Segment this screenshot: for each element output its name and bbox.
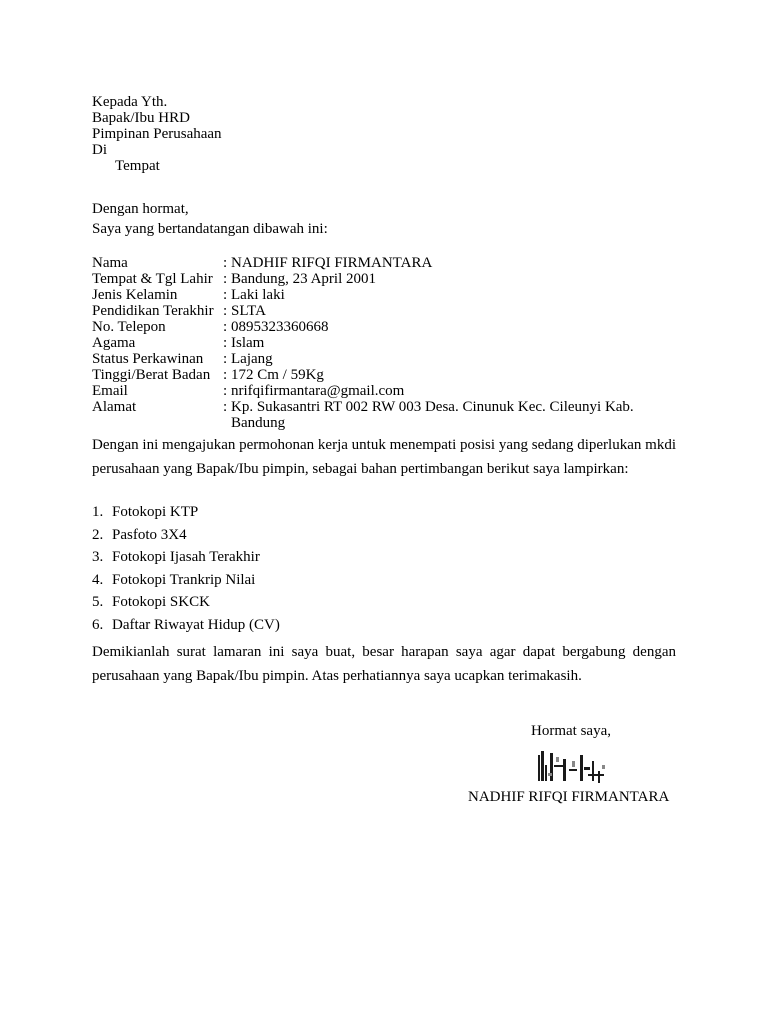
list-item: [92, 569, 280, 592]
identity-separator: :: [223, 367, 228, 383]
identity-value: NADHIF RIFQI FIRMANTARA: [231, 255, 433, 271]
identity-label: Pendidikan Terakhir: [92, 303, 214, 319]
list-text: Fotokopi Ijasah Terakhir: [112, 549, 260, 565]
identity-label: Alamat: [92, 399, 137, 415]
identity-label: Nama: [92, 255, 128, 271]
signature-image: [536, 747, 612, 785]
identity-row: [92, 303, 682, 319]
list-item: [92, 546, 280, 569]
attachment-list: [92, 501, 280, 636]
closing-text: Hormat saya,: [531, 723, 611, 739]
identity-value: Laki laki: [231, 287, 285, 303]
list-number: 4.: [92, 571, 104, 588]
identity-value: Lajang: [231, 351, 273, 367]
list-number: 1.: [92, 504, 104, 520]
identity-value: Kp. Sukasantri RT 002 RW 003 Desa. Cinunuk Kec. Cileunyi Kab. Bandung: [231, 399, 634, 431]
body-paragraph: Dengan ini mengajukan permohonan kerja untuk menempati posisi yang sedang diperlukan mkdi perusahaan yang Bapak/Ibu pimpin, sebagai bahan pertimbangan berikut saya lampirkan:: [92, 437, 676, 477]
identity-row: [92, 399, 682, 431]
identity-value: SLTA: [231, 303, 266, 319]
list-text: Daftar Riwayat Hidup (CV): [112, 616, 280, 633]
addressee-block: [92, 94, 222, 174]
identity-label: No. Telepon: [92, 319, 166, 335]
identity-row: [92, 319, 682, 335]
identity-table: [92, 255, 682, 431]
identity-label: Status Perkawinan: [92, 351, 204, 367]
identity-separator: :: [223, 255, 228, 271]
list-text: Fotokopi SKCK: [112, 594, 210, 610]
list-text: Pasfoto 3X4: [112, 526, 187, 543]
list-text: Fotokopi KTP: [112, 504, 199, 520]
identity-label: Jenis Kelamin: [92, 287, 178, 303]
identity-separator: :: [223, 287, 228, 303]
salutation-block: [92, 201, 328, 241]
identity-separator: :: [223, 271, 228, 287]
identity-value: 172 Cm / 59Kg: [231, 367, 324, 383]
addressee-line: Kepada Yth.: [92, 94, 168, 110]
addressee-line: Pimpinan Perusahaan: [92, 126, 222, 142]
list-item: [92, 524, 280, 547]
identity-row: [92, 287, 682, 303]
identity-value: 0895323360668: [231, 319, 329, 335]
identity-row: [92, 271, 682, 287]
identity-label: Email: [92, 383, 128, 399]
list-item: [92, 591, 280, 614]
identity-separator: :: [223, 399, 228, 415]
addressee-line: Di: [92, 142, 107, 158]
list-text: Fotokopi Trankrip Nilai: [112, 571, 256, 588]
identity-label: Agama: [92, 335, 136, 351]
identity-row: [92, 335, 682, 351]
list-number: 3.: [92, 549, 104, 565]
identity-separator: :: [223, 383, 228, 399]
signer-name: NADHIF RIFQI FIRMANTARA: [468, 789, 670, 805]
identity-separator: :: [223, 319, 228, 335]
closing-paragraph: Demikianlah surat lamaran ini saya buat, besar harapan saya agar dapat bergabung dengan perusahaan yang Bapak/Ibu pimpin. Atas perhatiannya saya ucapkan terimakasih.: [92, 644, 676, 684]
identity-label: Tempat & Tgl Lahir: [92, 271, 213, 287]
identity-label: Tinggi/Berat Badan: [92, 367, 211, 383]
intro-text: Saya yang bertandatangan dibawah ini:: [92, 221, 328, 237]
identity-value: Bandung, 23 April 2001: [231, 271, 376, 287]
identity-row: [92, 367, 682, 383]
identity-value: Islam: [231, 335, 265, 351]
addressee-line: Bapak/Ibu HRD: [92, 110, 190, 126]
identity-separator: :: [223, 303, 228, 319]
list-item: [92, 501, 280, 524]
identity-value: nrifqifirmantara@gmail.com: [231, 383, 405, 399]
list-number: 5.: [92, 594, 104, 610]
identity-separator: :: [223, 351, 228, 367]
identity-row: [92, 255, 682, 271]
identity-row: [92, 383, 682, 399]
list-number: 2.: [92, 526, 104, 543]
list-item: [92, 614, 280, 637]
identity-row: [92, 351, 682, 367]
identity-separator: :: [223, 335, 228, 351]
greeting: Dengan hormat,: [92, 201, 189, 217]
addressee-line: Tempat: [115, 158, 160, 174]
list-number: 6.: [92, 616, 104, 633]
